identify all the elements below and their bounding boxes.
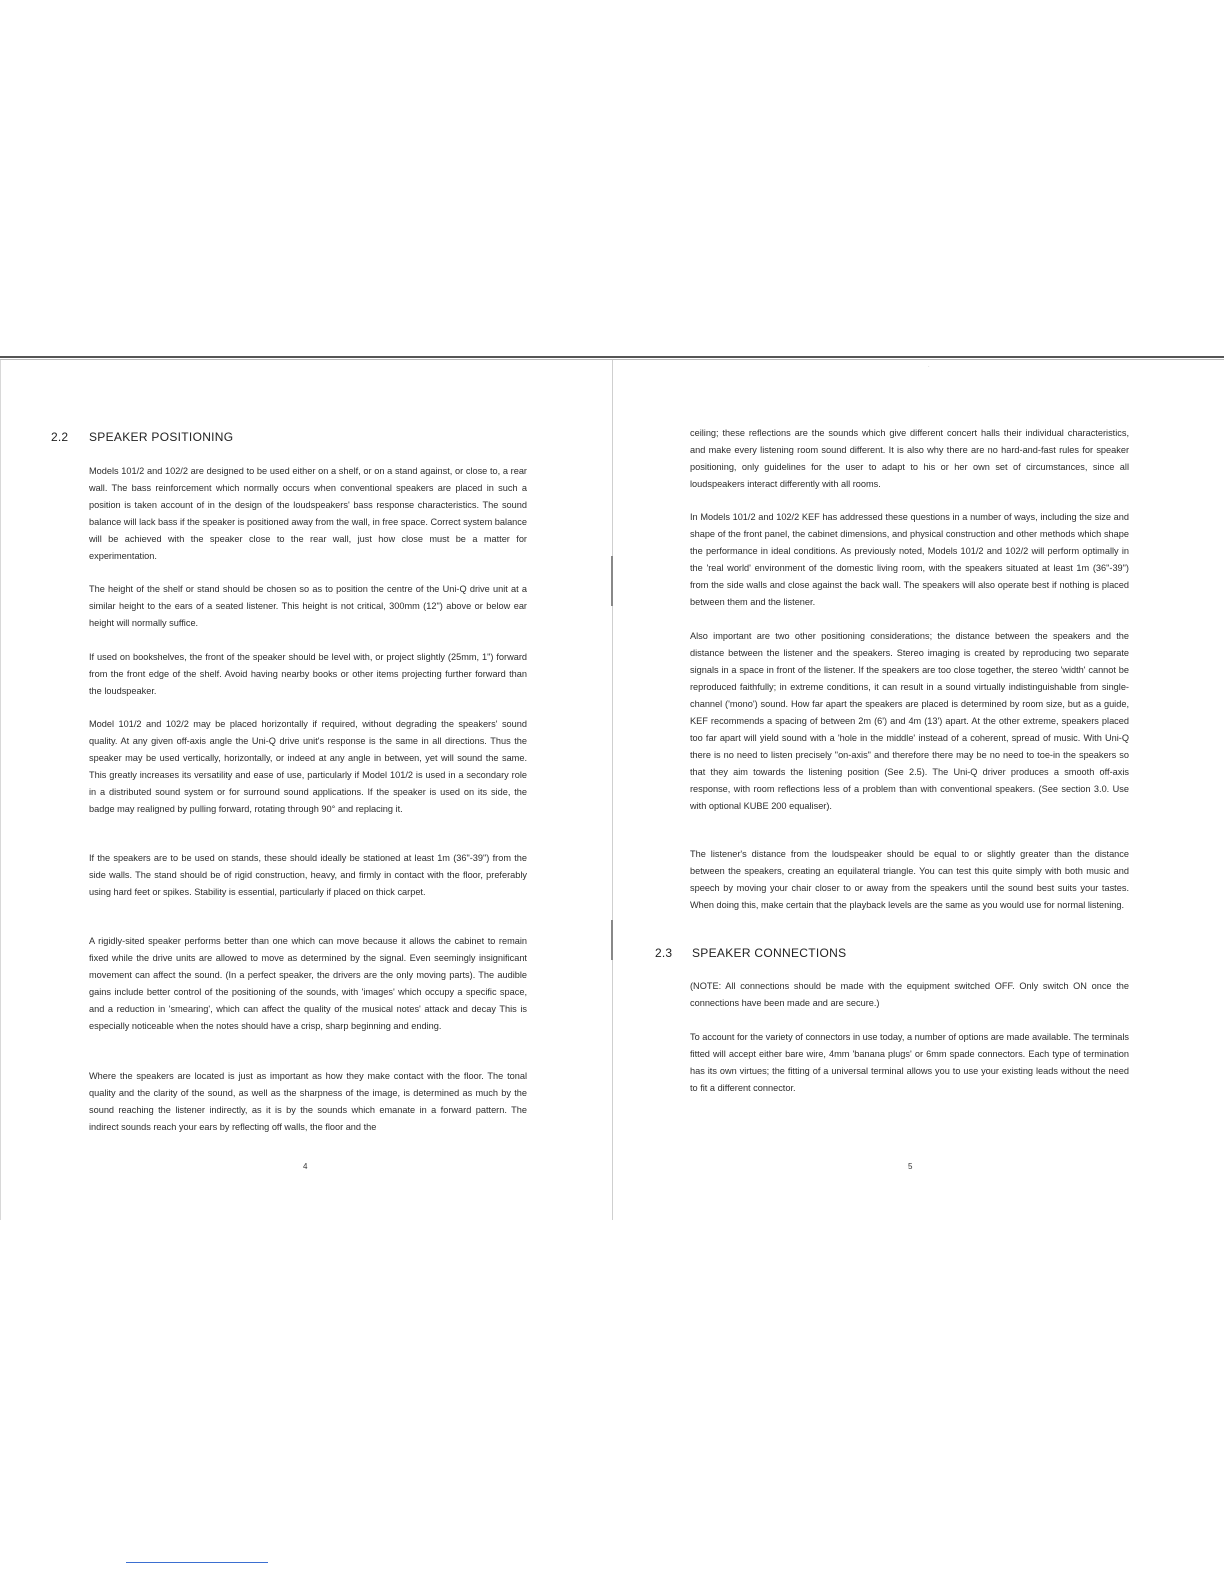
top-rule — [0, 356, 1224, 358]
paragraph: ceiling; these reflections are the sounds which give different concert halls their individual characteristics, and make every listening room sound different. It is also why there are no hard-and-fast rules for speaker positioning, only guidelines for the user to adapt to his or her own set of circumstances, since all loudspeakers interact differently with all rooms. — [690, 428, 1129, 489]
paragraph: Model 101/2 and 102/2 may be placed horizontally if required, without degrading the speakers' sound quality. At any given off-axis angle the Uni-Q drive unit's response is the same in all directions. Thus the speaker may be used vertically, horizontally, or indeed at any angle in between, yet will sound the same. This greatly increases its versatility and ease of use, particularly if Model 101/2 is used in a secondary role in a distributed sound system or for surround sound applications. If the speaker is used on its side, the badge may realigned by pulling forward, rotating through 90° and replacing it. — [89, 719, 527, 814]
scan-mark: · — [928, 364, 930, 370]
paragraph: A rigidly-sited speaker performs better than one which can move because it allows the cabinet to remain fixed while the drive units are allowed to move as determined by the signal. Even seemingly insignificant movement can affect the sound. (In a perfect speaker, the drivers are the only moving parts). The audible gains include better control of the positioning of the sounds, with 'images' which occupy a specific space, and a reduction in 'smearing', which can affect the quality of the musical notes' attack and decay This is especially noticeable when the notes should have a crisp, sharp beginning and ending. — [89, 936, 527, 1031]
section-title: SPEAKER POSITIONING — [89, 430, 234, 444]
page-edge — [0, 360, 1, 1220]
gutter-mark — [611, 920, 613, 960]
paragraph: In Models 101/2 and 102/2 KEF has addressed these questions in a number of ways, including the size and shape of the front panel, the cabinet dimensions, and physical construction and other methods which shape the performance in ideal conditions. As previously noted, Models 101/2 and 102/2 will perform optimally in the 'real world' environment of the domestic living room, with the speakers situated at least 1m (36"-39") from the side walls and close against the back wall. The speakers will also operate best if nothing is placed between them and the listener. — [690, 512, 1129, 607]
page-number: 5 — [908, 1162, 913, 1171]
section-number: 2.2 — [51, 430, 69, 444]
bottom-line — [126, 1562, 268, 1563]
paragraph: (NOTE: All connections should be made with the equipment switched OFF. Only switch ON once the connections have been made and are secure.) — [690, 981, 1129, 1008]
page-number: 4 — [303, 1162, 308, 1171]
paragraph: If the speakers are to be used on stands, these should ideally be stationed at least 1m (36"-39") from the side walls. The stand should be of rigid construction, heavy, and firmly in contact with the floor, preferably using hard feet or spikes. Stability is essential, particularly if placed on thick carpet. — [89, 853, 527, 897]
paragraph: Models 101/2 and 102/2 are designed to be used either on a shelf, or on a stand against, or close to, a rear wall. The bass reinforcement which normally occurs when conventional speakers are placed in such a position is taken account of in the design of the loudspeakers' bass response characteristics. The sound balance will lack bass if the speaker is positioned away from the wall, in free space. Correct system balance will be achieved with the speaker close to the rear wall, just how close must be a matter for experimentation. — [89, 466, 527, 561]
gutter-mark — [611, 556, 613, 606]
section-number: 2.3 — [655, 946, 673, 960]
paragraph: Also important are two other positioning considerations; the distance between the speakers and the distance between the listener and the speakers. Stereo imaging is created by reproducing two separate signals in a space in front of the listener. If the speakers are too close together, the stereo 'width' cannot be reproduced faithfully; in extreme conditions, it can result in a sound virtually indistinguishable from single-channel ('mono') sound. How far apart the speakers are placed is determined by room size, but as a guide, KEF recommends a spacing of between 2m (6') and 4m (13') apart. At the other extreme, speakers placed too far apart will yield sound with a 'hole in the middle' instead of a coherent, spread of music. With Uni-Q there is no need to listen precisely "on-axis" and therefore there may be no need to toe-in the speakers so that they aim towards the listening position (See 2.5). The Uni-Q driver produces a smooth off-axis response, with room reflections less of a problem than with conventional speakers. (See section 3.0. Use with optional KUBE 200 equaliser). — [690, 631, 1129, 811]
paragraph: Where the speakers are located is just as important as how they make contact with the floor. The tonal quality and the clarity of the sound, as well as the sharpness of the image, is determined as much by the sound reaching the listener indirectly, as it is by the sounds which emanate in a forward pattern. The indirect sounds reach your ears by reflecting off walls, the floor and the — [89, 1071, 527, 1132]
page-gutter — [612, 360, 613, 1220]
paragraph: The listener's distance from the loudspeaker should be equal to or slightly greater than the distance between the speakers, creating an equilateral triangle. You can test this quite simply with both music and speech by moving your chair closer to or away from the speakers until the sound best suits your tastes. When doing this, make certain that the playback levels are the same as you would use for normal listening. — [690, 849, 1129, 910]
paragraph: If used on bookshelves, the front of the speaker should be level with, or project slightly (25mm, 1") forward from the front edge of the shelf. Avoid having nearby books or other items projecting further forward than the loudspeaker. — [89, 652, 527, 696]
paragraph: The height of the shelf or stand should be chosen so as to position the centre of the Uni-Q drive unit at a similar height to the ears of a seated listener. This height is not critical, 300mm (12") above or below ear height will normally suffice. — [89, 584, 527, 628]
section-title: SPEAKER CONNECTIONS — [692, 946, 847, 960]
paragraph: To account for the variety of connectors in use today, a number of options are made available. The terminals fitted will accept either bare wire, 4mm 'banana plugs' or 6mm spade connectors. Each type of termination has its own virtues; the fitting of a universal terminal allows you to use your existing leads without the need to fit a different connector. — [690, 1032, 1129, 1093]
